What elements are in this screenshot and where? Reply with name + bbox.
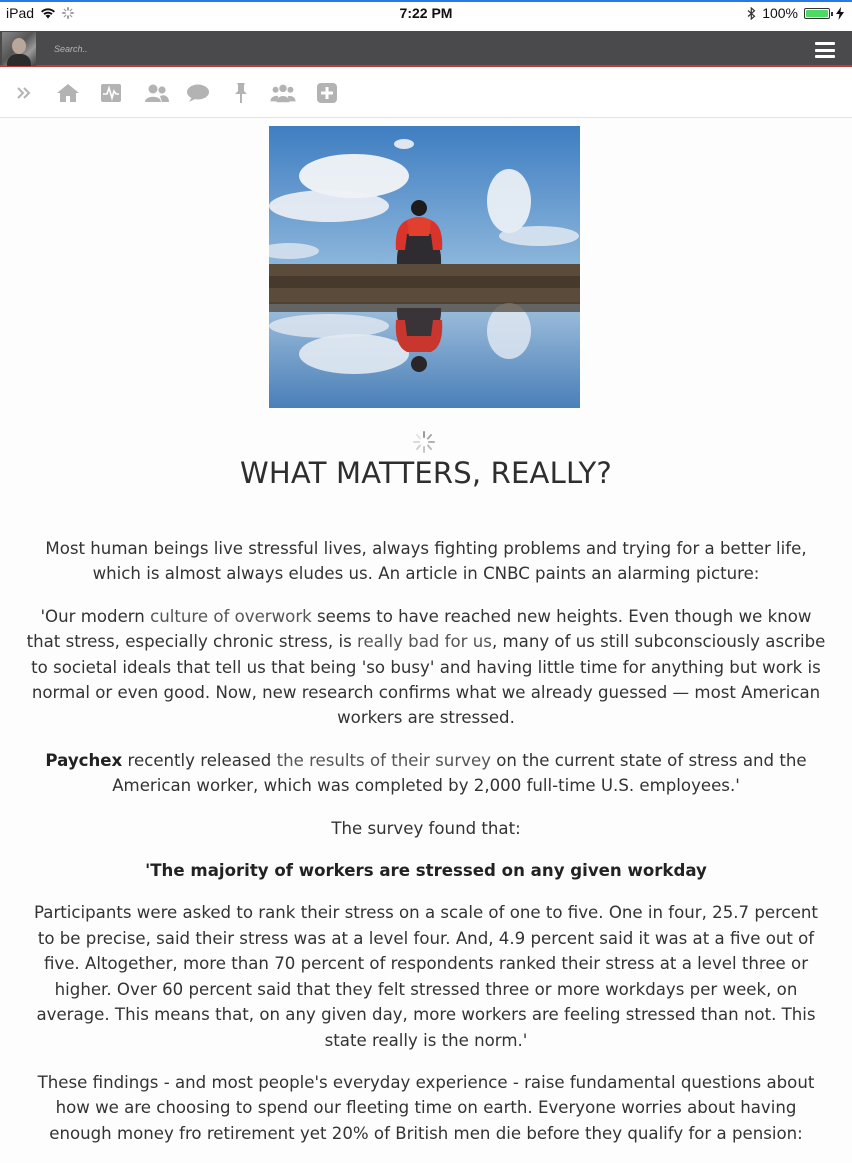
link-survey-results[interactable]: the results of their survey <box>276 750 491 770</box>
battery-fill <box>806 10 828 17</box>
paragraph-heading-quote: 'The majority of workers are stressed on any given workday <box>145 861 707 881</box>
paragraph-participants: Participants were asked to rank their stress on a scale of one to five. One in four, 25.7 percent to be precise, said their stress was at a level four. And, 4.9 percent said it was at a five out of five. Altogether, more than 70 percent of respondents ranked their stress at a level three or higher. Over 60 percent said that they felt stressed three or more workdays per week, on average. This means that, on any given day, more workers are feeling stressed than not. This state really is the norm.' <box>34 903 818 1050</box>
charging-icon <box>836 7 844 20</box>
post-title: WHAT MATTERS, REALLY? <box>240 456 612 490</box>
pin-icon[interactable] <box>228 80 254 106</box>
site-header <box>0 31 852 67</box>
friends-icon[interactable] <box>144 80 170 106</box>
link-culture-of-overwork[interactable]: culture of overwork <box>150 606 312 626</box>
paragraph-quote: 'Our modern culture of overwork seems to have reached new heights. Even though we know that stress, especially chronic stress, is really bad for us, many of us still subconsciously ascribe to societal ideals that tell us that being 'so busy' and having little time for anything but work is normal or even good. Now, new research confirms what we already guessed — most American workers are stressed. <box>26 606 826 728</box>
post-body <box>26 536 826 1163</box>
loading-spinner-icon <box>413 431 435 453</box>
paragraph-intro: Most human beings live stressful lives, always fighting problems and trying for a better life, which is almost always eludes us. An article in CNBC paints an alarming picture: <box>45 539 807 584</box>
paragraph-paychex: Paychex recently released the results of their survey on the current state of stress and the American worker, which was completed by 2,000 full-time U.S. employees.' <box>45 750 807 796</box>
bluetooth-icon <box>747 7 756 20</box>
status-time: 7:22 PM <box>399 5 453 21</box>
home-icon[interactable] <box>55 80 81 106</box>
icon-toolbar <box>0 67 852 118</box>
messages-icon[interactable] <box>185 80 211 106</box>
paragraph-survey-found: The survey found that: <box>331 818 521 838</box>
battery-percent: 100% <box>762 5 798 21</box>
link-really-bad-for-us[interactable]: really bad for us <box>357 632 492 652</box>
status-bar <box>0 0 852 31</box>
search-input[interactable] <box>52 37 656 61</box>
activity-icon[interactable] <box>98 80 124 106</box>
status-right <box>747 5 844 21</box>
battery-icon <box>804 8 830 19</box>
expand-icon[interactable] <box>11 80 37 106</box>
paychex-bold: Paychex <box>45 750 123 770</box>
user-avatar[interactable] <box>2 32 36 66</box>
device-name: iPad <box>6 5 35 21</box>
add-icon[interactable] <box>314 80 340 106</box>
groups-icon[interactable] <box>270 80 296 106</box>
menu-icon[interactable] <box>815 42 835 58</box>
paragraph-findings: These findings - and most people's everyday experience - raise fundamental questions about how we are choosing to spend our fleeting time on earth. Everyone worries about having enough money fro retirement yet 20% of British men die before they qualify for a pension: <box>37 1072 815 1143</box>
post-image[interactable] <box>269 126 580 408</box>
